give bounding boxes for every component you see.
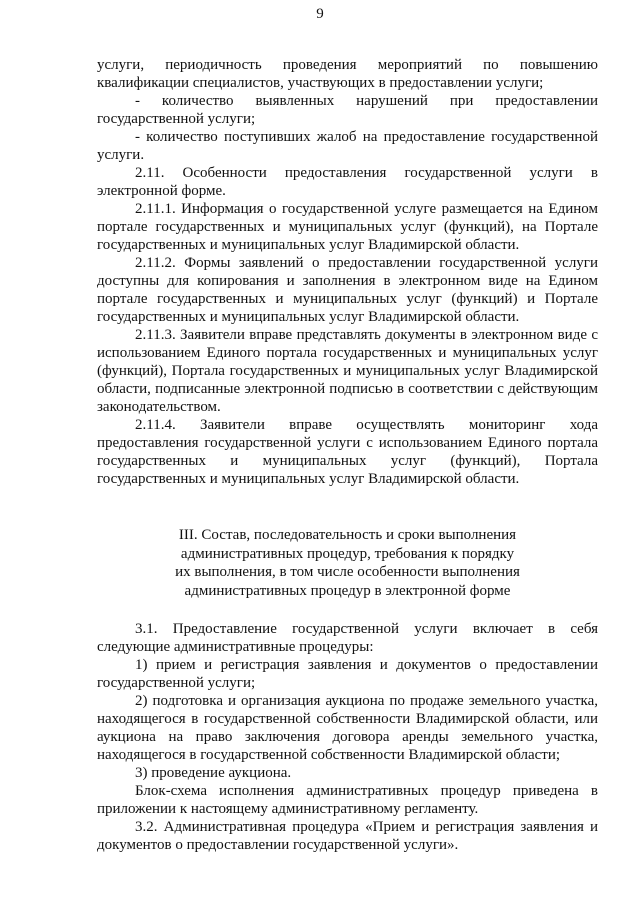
paragraph-list-item: 1) прием и регистрация заявления и документов о предоставлении государственной услуги;	[97, 657, 598, 691]
document-body	[97, 56, 598, 854]
paragraph-list-dash: - количество выявленных нарушений при предоставлении государственной услуги;	[97, 93, 598, 127]
page-number: 9	[316, 6, 324, 22]
paragraph-list-dash: - количество поступивших жалоб на предоставление государственной услуги.	[97, 129, 598, 163]
paragraph-list-item: 3) проведение аукциона.	[135, 765, 292, 781]
section-heading	[97, 526, 598, 600]
section-heading-line: административных процедур в электронной форме	[184, 582, 511, 599]
paragraph: 2.11.2. Формы заявлений о предоставлении государственной услуги доступны для копирования и заполнения в электронном виде на Едином портале государственных и муниципальных услуг (функций) и Портале государственных и муниципальных услуг Владимирской области.	[97, 255, 598, 325]
section-heading-line: III. Состав, последовательность и сроки выполнения	[178, 527, 517, 543]
paragraph: 2.11.1. Информация о государственной услуге размещается на Едином портале государственных и муниципальных услуг (функций), на Портале государственных и муниципальных услуг Владимирской области.	[97, 201, 598, 253]
section-heading-line: административных процедур, требования к порядку	[180, 545, 515, 562]
paragraph: услуги, периодичность проведения мероприятий по повышению квалификации специалистов, участвующих в предоставлении услуги;	[97, 57, 598, 91]
paragraph: 2.11.3. Заявители вправе представлять документы в электронном виде с использованием Единого портала государственных и муниципальных услуг (функций), Портала государственных и муниципальных услуг Владимирской области, подписанные электронной подписью в соответствии с действующим законодательством.	[97, 327, 598, 415]
paragraph-list-item: 2) подготовка и организация аукциона по продаже земельного участка, находящегося в государственной собственности Владимирской области, или аукциона на право заключения договора аренды земельного участка, находящегося в государственной собственности Владимирской области;	[97, 693, 598, 763]
paragraph: Блок-схема исполнения административных процедур приведена в приложении к настоящему административному регламенту.	[97, 783, 598, 817]
paragraph: 3.1. Предоставление государственной услуги включает в себя следующие административные процедуры:	[97, 621, 598, 655]
section-heading-line: их выполнения, в том числе особенности выполнения	[175, 564, 520, 580]
paragraph-subsection-heading: 2.11. Особенности предоставления государственной услуги в электронной форме.	[97, 165, 598, 199]
paragraph: 2.11.4. Заявители вправе осуществлять мониторинг хода предоставления государственной услуги с использованием Единого портала государственных и муниципальных услуг (функций), Портала государственных и муниципальных услуг Владимирской области.	[97, 417, 598, 487]
paragraph: 3.2. Административная процедура «Прием и регистрация заявления и документов о предоставлении государственной услуги».	[97, 819, 598, 853]
